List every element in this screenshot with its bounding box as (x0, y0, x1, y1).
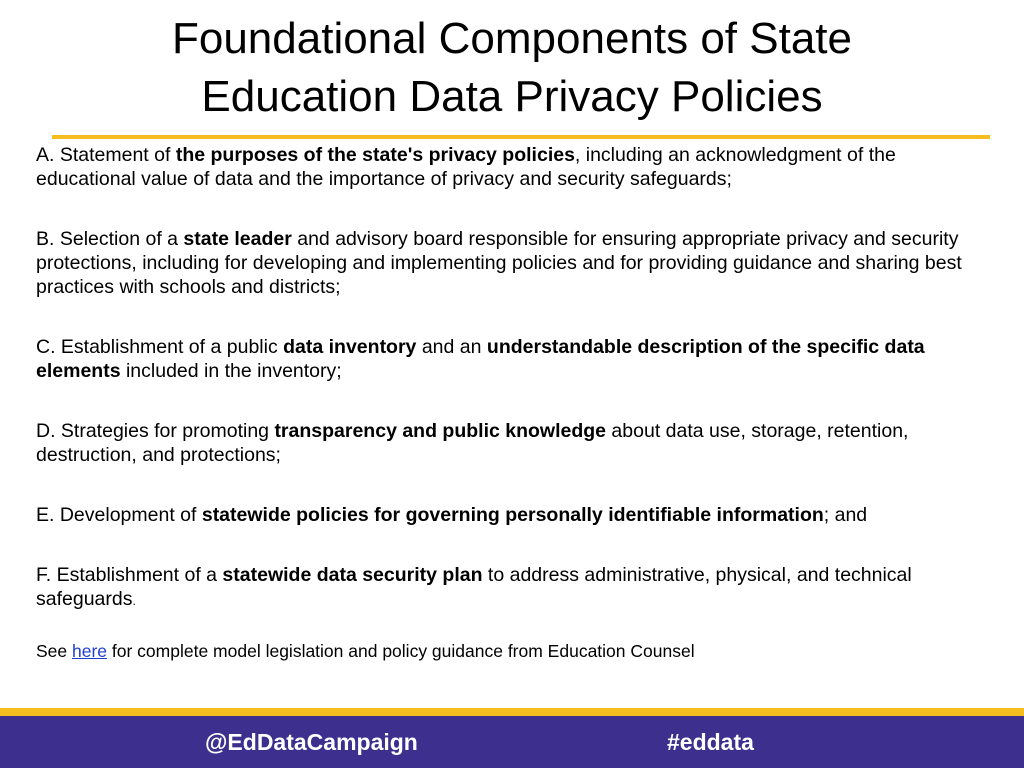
footer-hashtag: #eddata (667, 729, 754, 755)
component-item-b (36, 227, 986, 299)
component-item-d (36, 419, 986, 467)
item-d-prefix: D. Strategies for promoting (36, 420, 275, 442)
footer-bar (0, 716, 1024, 768)
item-e-prefix: E. Development of (36, 504, 202, 526)
item-f-end: . (132, 594, 136, 608)
slide-body (36, 143, 986, 680)
item-c-middle: and an (416, 336, 487, 358)
item-e-suffix: ; and (823, 504, 868, 526)
here-link[interactable]: here (72, 641, 108, 661)
footer-gold-stripe (0, 708, 1024, 716)
item-e-emphasis: statewide policies for governing personally identifiable information (201, 504, 824, 526)
item-f-suffix: to address administrative, physical, and technical safeguards (36, 564, 912, 610)
component-item-e (36, 503, 986, 527)
item-b-suffix: and advisory board responsible for ensuring appropriate privacy and security protections, including for developing and implementing policies and for providing guidance and sharing best practices with schools and districts; (36, 228, 962, 298)
item-c-emphasis: data inventory (283, 336, 417, 358)
see-line-suffix: for complete model legislation and policy guidance from Education Counsel (107, 641, 695, 661)
slide-title (0, 10, 1024, 126)
item-a-emphasis: the purposes of the state's privacy policies (175, 144, 575, 166)
title-line-2: Education Data Privacy Policies (201, 72, 823, 121)
see-line-prefix: See (36, 641, 72, 661)
item-d-suffix: about data use, storage, retention, destruction, and protections; (36, 420, 909, 466)
item-c-prefix: C. Establishment of a public (36, 336, 284, 358)
title-underline-rule (52, 135, 990, 139)
item-a-suffix: , including an acknowledgment of the educational value of data and the importance of privacy and security safeguards; (36, 144, 896, 190)
footer-twitter-handle: @EdDataCampaign (205, 729, 418, 755)
see-more-line (36, 640, 986, 662)
item-c-suffix: included in the inventory; (120, 360, 342, 382)
item-d-emphasis: transparency and public knowledge (274, 420, 607, 442)
component-item-f (36, 563, 986, 613)
item-b-prefix: B. Selection of a (36, 228, 184, 250)
title-line-1: Foundational Components of State (171, 14, 852, 63)
component-item-c (36, 335, 986, 383)
item-f-emphasis: statewide data security plan (222, 564, 483, 586)
item-b-emphasis: state leader (183, 228, 292, 250)
item-f-prefix: F. Establishment of a (36, 564, 223, 586)
item-a-prefix: A. Statement of (36, 144, 176, 166)
component-item-a (36, 143, 986, 191)
item-c-emphasis-2: understandable description of the specific data elements (36, 336, 925, 382)
